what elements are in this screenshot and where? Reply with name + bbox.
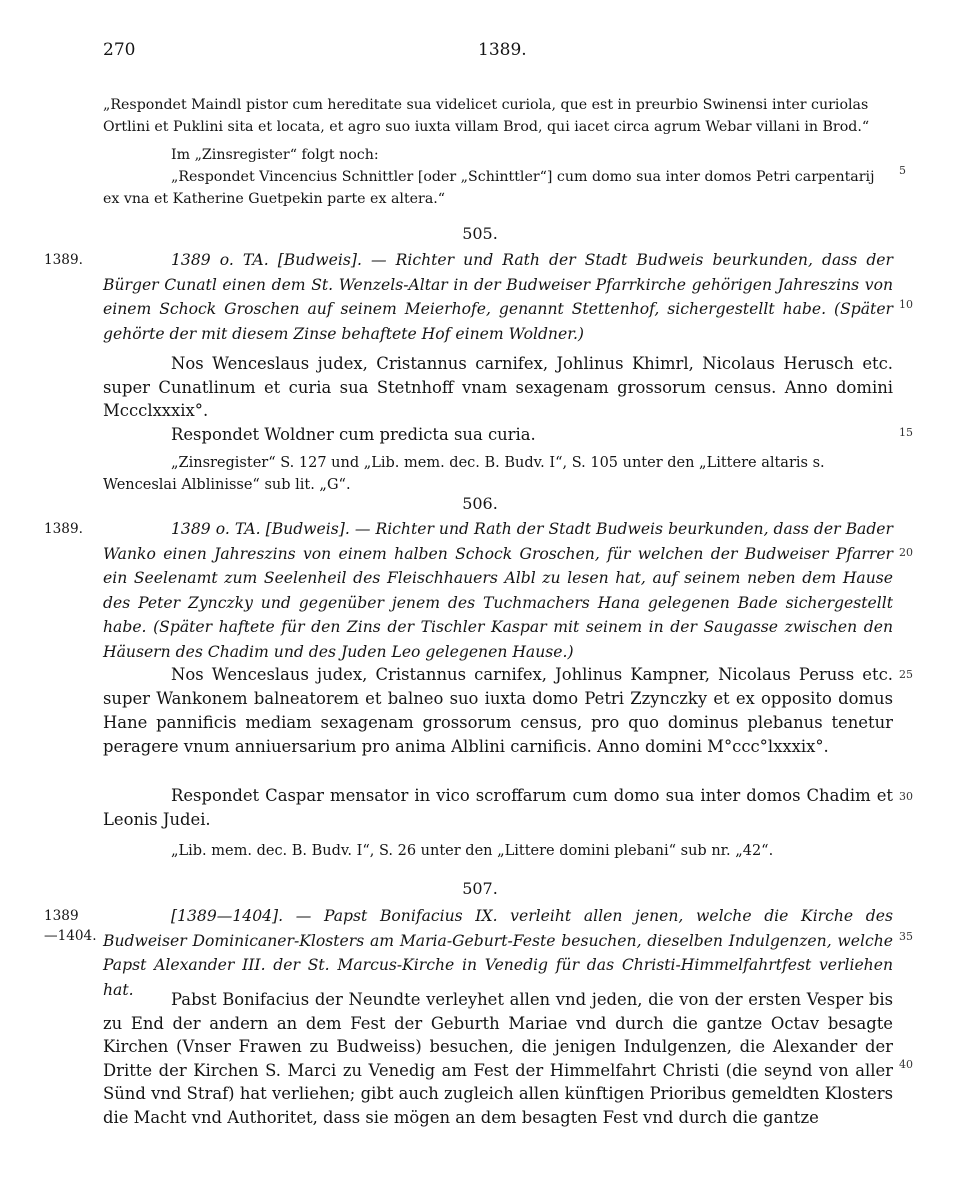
line-number: 20	[899, 546, 913, 559]
source-note-505: „Zinsregister“ S. 127 und „Lib. mem. dec. B. Budv. I“, S. 105 unter den „Littere altaris s. Wenceslai Alblinisse“ sub lit. „G“.	[103, 455, 825, 493]
german-text-507: Pabst Bonifacius der Neundte verleyhet allen vnd jeden, die von der ersten Vesper bis zu End der andern an dem Fest der Geburth Mariae vnd durch die gantze Octav besagte Kirchen (Vnser Frawen zu Budweiss) besuchen, die jenigen Indulgenzen, die Alexander der Dritte der Kirchen S. Marci zu Venedig am Fest der Himmelfahrt Christi (die seynd von aller Sünd vnd Straf) hat verliehen; gibt auch zugleich allen künftigen Prioribus gemeldten Klosters die Macht vnd Authoritet, dass sie mögen an dem besagten Fest vnd durch die gantze	[103, 990, 893, 1127]
margin-date-507: 1389 —1404.	[44, 908, 97, 944]
line-number: 10	[899, 298, 913, 311]
entry-number-506: 506.	[462, 494, 498, 513]
summary-506: 1389 o. TA. [Budweis]. — Richter und Rath der Stadt Budweis beurkunden, dass der Bader Wanko einen Jahreszins von einem halben Schock Groschen, für welchen der Budweiser Pfarrer ein Seelenamt zum Seelenheil des Fleischhauers Albl zu lesen hat, auf seinem neben dem Hause des Peter Zynczky und gegenüber jenem des Tuchmachers Hana gelegenen Bade sichergestellt habe. (Später haftete für den Zins der Tischler Kaspar mit seinem in der Saugasse zwischen den Häusern des Chadim und des Juden Leo gelegenen Hause.)	[103, 520, 893, 661]
latin-text-505: Nos Wenceslaus judex, Cristannus carnifex, Johlinus Khimrl, Nicolaus Herusch etc. super Cunatlinum et curia sua Stetnhoff vnam sexagenam grossorum census. Anno domini Mccclxxxix°.	[103, 354, 893, 420]
latin-respondet-506: Respondet Caspar mensator in vico scroffarum cum domo sua inter domos Chadim et Leonis Judei.	[103, 786, 893, 829]
line-number: 25	[899, 668, 913, 681]
pre-paragraph-respondet-maindl: „Respondet Maindl pistor cum hereditate sua videlicet curiola, que est in preurbio Swinensi inter curiolas Ortlini et Puklini sita et locata, et agro suo iuxta villam Brod, qui iacet circa agrum Webar villani in Brod.“	[103, 97, 870, 135]
line-number: 5	[899, 164, 906, 177]
page-number: 270	[103, 40, 136, 60]
latin-text-506: Nos Wenceslaus judex, Cristannus carnifex, Johlinus Kampner, Nicolaus Peruss etc. super Wankonem balneatorem et balneo suo iuxta domo Petri Zzynczky et ex opposito domus Hane pannificis mediam sexagenam grossorum census, pro quo dominus plebanus tenetur peragere vnum anniuersarium pro anima Alblini carnificis. Anno domini M°ccc°lxxxix°.	[103, 665, 893, 756]
margin-date-505: 1389.	[44, 252, 83, 268]
line-number: 15	[899, 426, 913, 439]
summary-505: 1389 o. TA. [Budweis]. — Richter und Rath der Stadt Budweis beurkunden, dass der Bürger Cunatl einen dem St. Wenzels-Altar in der Budweiser Pfarrkirche gehörigen Jahreszins von einem Schock Groschen auf seinem Meierhofe, genannt Stettenhof, sichergestellt habe. (Später gehörte der mit diesem Zinse behaftete Hof einem Woldner.)	[103, 251, 893, 343]
margin-date-506: 1389.	[44, 521, 83, 537]
latin-respondet-505: Respondet Woldner cum predicta sua curia.	[171, 425, 536, 444]
running-header-year: 1389.	[478, 40, 527, 60]
entry-number-507: 507.	[462, 879, 498, 898]
pre-paragraph-respondet-vincencius: „Respondet Vincencius Schnittler [oder „Schinttler“] cum domo sua inter domos Petri carpentarij ex vna et Katherine Guetpekin parte ex altera.“	[103, 169, 875, 207]
line-number: 30	[899, 790, 913, 803]
line-number: 40	[899, 1058, 913, 1071]
line-number: 35	[899, 930, 913, 943]
pre-paragraph-zinsregister-note: Im „Zinsregister“ folgt noch:	[171, 147, 379, 163]
summary-507: [1389—1404]. — Papst Bonifacius IX. verleiht allen jenen, welche die Kirche des Budweiser Dominicaner-Klosters am Maria-Geburt-Feste besuchen, dieselben Indulgenzen, welche Papst Alexander III. der St. Marcus-Kirche in Venedig für das Christi-Himmelfahrtfest verliehen hat.	[103, 907, 893, 999]
entry-number-505: 505.	[462, 224, 498, 243]
source-note-506: „Lib. mem. dec. B. Budv. I“, S. 26 unter den „Littere domini plebani“ sub nr. „42“.	[171, 843, 774, 859]
